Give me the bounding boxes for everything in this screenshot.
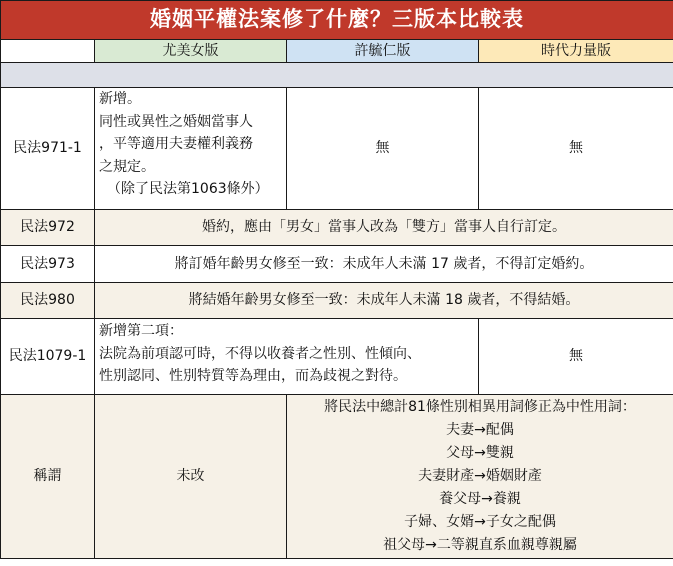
text-line: 同性或異性之婚姻當事人 <box>99 113 253 130</box>
header-yu-version: 尤美女版 <box>95 40 287 63</box>
list-item: 夫妻→配偶 <box>446 422 514 438</box>
header-empty <box>1 40 95 63</box>
yu-title-terms-value: 未改 <box>95 395 287 559</box>
text-line: 性別認同、性別特質等為理由，而為歧視之對待。 <box>99 368 407 384</box>
npp-971-1-value: 無 <box>479 88 673 210</box>
text-line: 之規定。 <box>99 158 155 175</box>
npp-1079-1-value: 無 <box>479 319 673 395</box>
merged-1079-1-text <box>95 319 479 395</box>
title-row <box>1 1 673 40</box>
header-row <box>1 40 673 63</box>
table-row <box>1 246 673 283</box>
row-label-972: 民法972 <box>1 210 95 246</box>
text-line: （除了民法第1063條外） <box>107 181 269 197</box>
merged-980-text: 將結婚年齡男女修至一致：未成年人未滿 18 歲者，不得結婚。 <box>95 283 673 319</box>
text-line: 新增第二項： <box>99 323 183 339</box>
row-label-1079-1: 民法1079-1 <box>1 319 95 395</box>
hsu-971-1-value: 無 <box>287 88 479 210</box>
row-label-980: 民法980 <box>1 283 95 319</box>
table-row <box>1 319 673 395</box>
merged-title-terms-list <box>287 395 673 559</box>
table-row <box>1 283 673 319</box>
band-row <box>1 63 673 88</box>
list-item: 將民法中總計81條性別相異用詞修正為中性用詞： <box>324 399 636 415</box>
table-row <box>1 88 673 210</box>
separator-band <box>1 63 673 88</box>
list-item: 祖父母→二等親直系血親尊親屬 <box>383 537 577 553</box>
list-item: 養父母→養親 <box>439 491 521 507</box>
merged-972-text: 婚約，應由「男女」當事人改為「雙方」當事人自行訂定。 <box>95 210 673 246</box>
table-title: 婚姻平權法案修了什麼？三版本比較表 <box>1 1 673 40</box>
list-item: 夫妻財產→婚姻財產 <box>418 468 542 484</box>
text-line: 新增。 <box>99 91 141 107</box>
yu-971-1-text <box>95 88 287 210</box>
header-npp-version: 時代力量版 <box>479 40 673 63</box>
row-label-title-terms: 稱謂 <box>1 395 95 559</box>
table-row <box>1 210 673 246</box>
list-item: 子婦、女婿→子女之配偶 <box>404 514 556 530</box>
list-item: 父母→雙親 <box>446 445 514 461</box>
header-hsu-version: 許毓仁版 <box>287 40 479 63</box>
row-label-973: 民法973 <box>1 246 95 283</box>
table-row <box>1 395 673 559</box>
text-line: 法院為前項認可時，不得以收養者之性別、性傾向、 <box>99 345 421 362</box>
text-line: ，平等適用夫妻權利義務 <box>99 136 253 152</box>
row-label-971-1: 民法971-1 <box>1 88 95 210</box>
merged-973-text: 將訂婚年齡男女修至一致：未成年人未滿 17 歲者，不得訂定婚約。 <box>95 246 673 283</box>
